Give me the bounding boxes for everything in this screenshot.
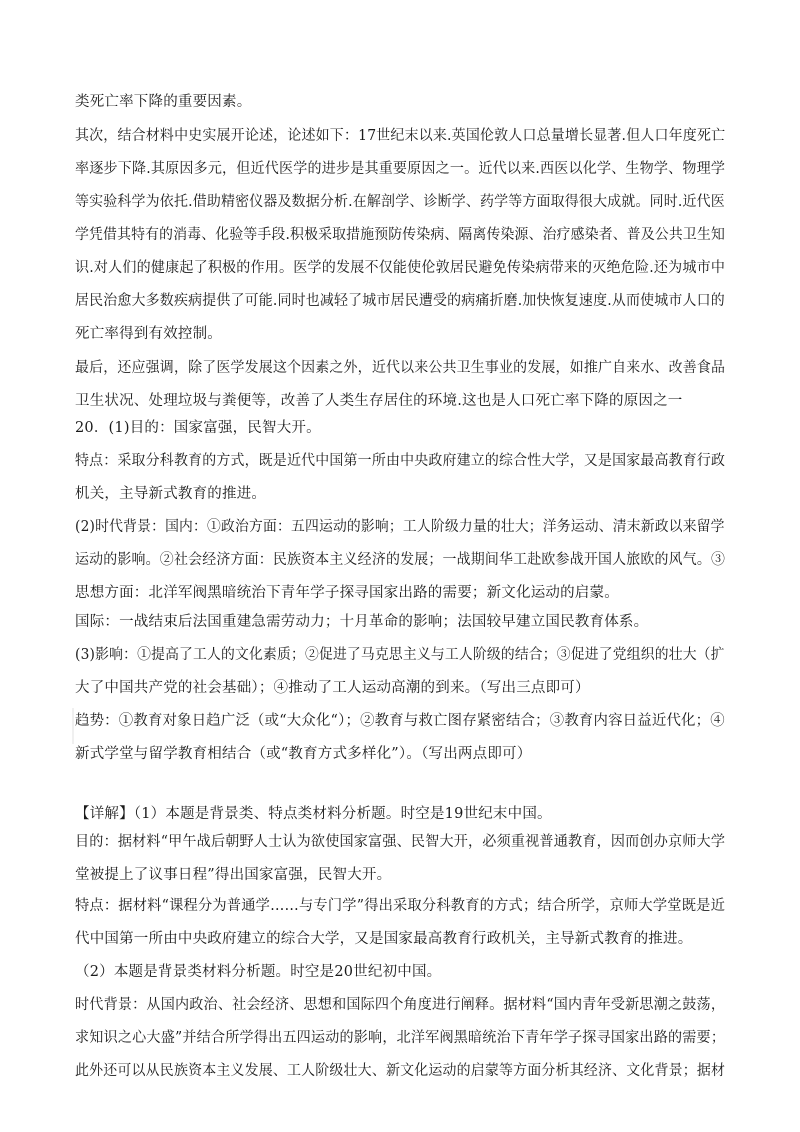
answer-text-line: 其次，结合材料中史实展开论述，论述如下：17世纪末以来.英国伦敦人口总量增长显著.但人口年度死亡 (75, 128, 726, 144)
detail-text-line: （2）本题是背景类材料分析题。时空是20世纪初中国。 (75, 964, 442, 980)
detail-text-line: 堂被提上了议事日程”得出国家富强，民智大开。 (75, 867, 392, 883)
answer-text-line: 率逐步下降.其原因多元，但近代医学的进步是其重要原因之一。近代以来.西医以化学、生物学、物理学 (75, 161, 726, 177)
detail-text-line: 【详解】（1）本题是背景类、特点类材料分析题。时空是19世纪末中国。 (75, 806, 552, 822)
detail-text-line: 时代背景：从国内政治、社会经济、思想和国际四个角度进行阐释。据材料“国内青年受新思潮之鼓荡， (75, 997, 726, 1013)
margin-divider (72, 708, 74, 744)
answer-text-line: 居民治愈大多数疾病提供了可能.同时也减轻了城市居民遭受的病痛折磨.加快恢复速度.从而使城市人口的 (75, 293, 725, 309)
answer-text-line: 新式学堂与留学教育相结合（或“教育方式多样化”）。（写出两点即可） (75, 746, 532, 762)
answer-text-line: 最后，还应强调，除了医学发展这个因素之外，近代以来公共卫生事业的发展，如推广自来水、改善食品 (75, 360, 726, 376)
answer-text-line: 类死亡率下降的重要因素。 (75, 94, 252, 110)
answer-text-line: 20．(1)目的：国家富强，民智大开。 (75, 420, 321, 436)
answer-text-line: 特点：采取分科教育的方式，既是近代中国第一所由中央政府建立的综合性大学，又是国家最高教育行政 (75, 453, 726, 469)
answer-text-line: 机关，主导新式教育的推进。 (75, 486, 267, 502)
answer-text-line: 趋势：①教育对象日趋广泛（或“大众化“）；②教育与救亡图存紧密结合；③教育内容日益近代化；④ (75, 713, 725, 729)
detail-text-line: 代中国第一所由中央政府建立的综合大学，又是国家最高教育行政机关，主导新式教育的推进。 (75, 931, 693, 947)
detail-text-line: 此外还可以从民族资本主义发展、工人阶级壮大、新文化运动的启蒙等方面分析其经济、文化背景；据材 (75, 1063, 726, 1079)
answer-text-line: 学凭借其特有的消毒、化验等手段.积极采取措施预防传染病、隔离传染源、治疗感染者、普及公共卫生知 (75, 227, 726, 243)
answer-text-line: (2)时代背景：国内：①政治方面：五四运动的影响；工人阶级力量的壮大；洋务运动、清末新政以来留学 (75, 519, 725, 535)
answer-text-line: (3)影响：①提高了工人的文化素质；②促进了马克思主义与工人阶级的结合；③促进了党组织的壮大（扩 (75, 647, 725, 663)
detail-text-line: 求知识之心大盛”并结合所学得出五四运动的影响，北洋军阀黑暗统治下青年学子探寻国家出路的需要； (75, 1030, 726, 1046)
answer-text-line: 大了中国共产党的社会基础）；④推动了工人运动高潮的到来。（写出三点即可） (75, 680, 590, 696)
answer-text-line: 国际：一战结束后法国重建急需劳动力；十月革命的影响；法国较早建立国民教育体系。 (75, 614, 649, 630)
answer-text-line: 卫生状况、处理垃圾与粪便等，改善了人类生存居住的环境.这也是人口死亡率下降的原因之一 (75, 393, 683, 409)
detail-text-line: 目的：据材料“甲午战后朝野人士认为欲使国家富强、民智大开，必须重视普通教育，因而创办京师大学 (75, 834, 726, 850)
answer-text-line: 等实验科学为依托.借助精密仪器及数据分析.在解剖学、诊断学、药学等方面取得很大成就。同时.近代医 (75, 194, 725, 210)
answer-text-line: 死亡率得到有效控制。 (75, 326, 222, 342)
answer-text-line: 思想方面：北洋军阀黑暗统治下青年学子探寻国家出路的需要；新文化运动的启蒙。 (75, 585, 619, 601)
detail-text-line: 特点：据材料“课程分为普通学……与专门学”得出采取分科教育的方式；结合所学，京师大学堂既是近 (75, 898, 726, 914)
answer-text-line: 识.对人们的健康起了积极的作用。医学的发展不仅能使伦敦居民避免传染病带来的灭绝危险.还为城市中 (75, 260, 726, 276)
answer-text-line: 运动的影响。②社会经济方面：民族资本主义经济的发展；一战期间华工赴欧参战开国人旅欧的风气。③ (75, 552, 726, 568)
